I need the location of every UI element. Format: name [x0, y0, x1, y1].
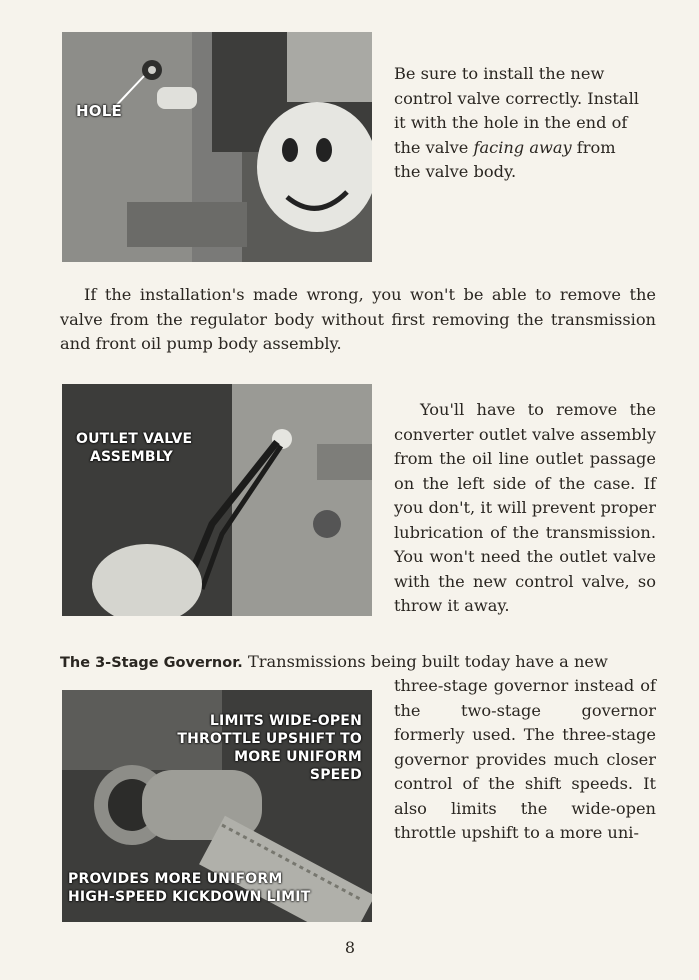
valve-hole-photo [62, 32, 372, 262]
installation-warning: If the installation's made wrong, you won't be able to remove the valve from the regulator body without first removing the transmission and front oil pump body assembly. [60, 285, 656, 353]
governor-heading: The 3-Stage Governor. [60, 655, 243, 671]
outlet-valve-callout: OUTLET VALVE ASSEMBLY [76, 431, 193, 465]
outlet-valve-photo [62, 384, 372, 616]
governor-text: three-stage governor instead of the two-stage governor formerly used. The three-stage governor provides much closer control of the shift speeds. It also limits the wide-open throttle upshift to a more uni- [394, 676, 656, 842]
valve-hole-illustration [62, 32, 372, 262]
outlet-valve-illustration [62, 384, 372, 616]
governor-photo [62, 690, 372, 922]
emphasis-text: facing away [473, 137, 572, 157]
governor-kickdown-callout: PROVIDES MORE UNIFORM HIGH-SPEED KICKDOWN LIMIT [68, 871, 311, 905]
governor-upshift-callout: LIMITS WIDE-OPEN THROTTLE UPSHIFT TO MORE UNIFORM SPEED [177, 713, 362, 783]
hole-callout: HOLE [76, 102, 122, 120]
page-number: 8 [344, 938, 356, 957]
governor-lead: The 3-Stage Governor. Transmissions being built today have a new [60, 652, 608, 671]
valve-install-text: Be sure to install the new control valve correctly. Install it with the hole in the end of the valve facing away from the valve body. [394, 64, 639, 181]
outlet-valve-text: You'll have to remove the converter outlet valve assembly from the oil line outlet passage on the left side of the case. If you don't, it will prevent proper lubrication of the transmission. You won't need the outlet valve with the new control valve, so throw it away. [394, 400, 656, 615]
